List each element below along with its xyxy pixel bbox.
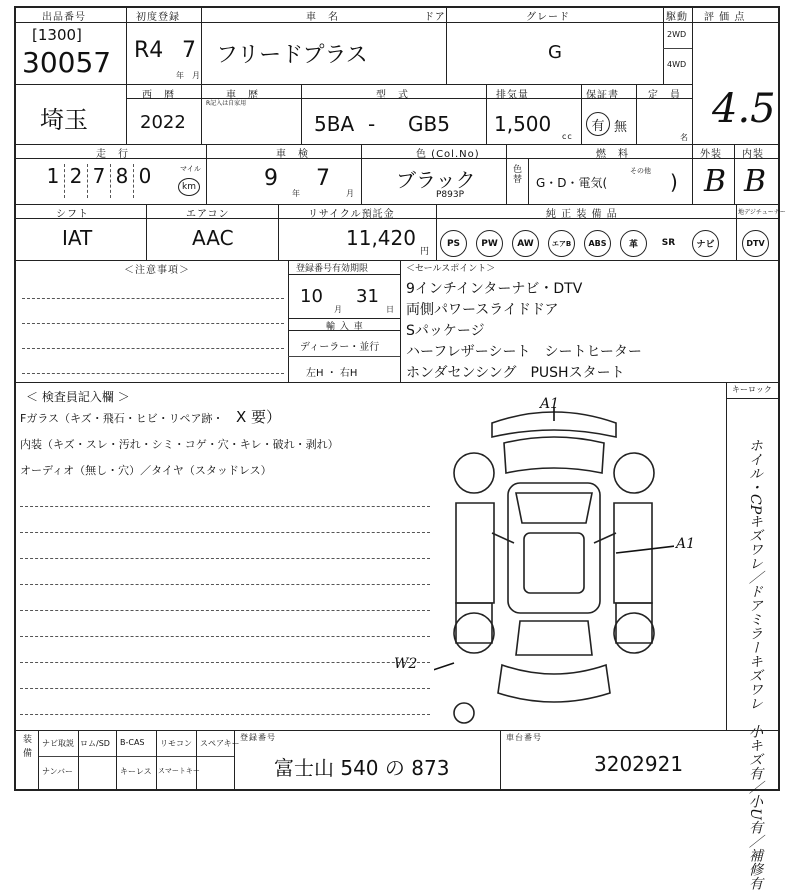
import-dealer: ディーラー・並行 xyxy=(300,342,380,353)
color-code: P893P xyxy=(436,190,465,200)
int-grade: B xyxy=(744,164,767,199)
diagram-mark-top: A1 xyxy=(540,396,560,412)
year-label: 西 暦 xyxy=(142,90,175,101)
windshield xyxy=(516,493,592,523)
inspection-year: 9 xyxy=(264,166,278,191)
grade-value: G xyxy=(548,42,562,63)
ps-icon: PS xyxy=(440,230,467,257)
lot-number: 30057 xyxy=(22,46,112,79)
inspection-label: 車 検 xyxy=(276,149,309,160)
model-code-label: 車 歴 xyxy=(226,90,259,101)
capacity-label: 定 員 xyxy=(648,90,681,101)
mile-label: マイル xyxy=(180,165,201,173)
spare-wheel xyxy=(454,703,474,723)
footer-number: ナンバー xyxy=(42,767,74,776)
plate-number: 富士山 540 の 873 xyxy=(274,756,450,780)
abs-icon: ABS xyxy=(584,230,611,257)
sales-point: 9インチインターナビ・DTV xyxy=(406,281,583,297)
insp-nen: 年 xyxy=(292,189,301,198)
rule xyxy=(16,204,778,205)
navi-icon: ナビ xyxy=(692,230,719,257)
sales-point: 両側パワースライドドア xyxy=(406,302,559,318)
drive-label: 駆動 xyxy=(666,12,688,23)
lot-label: 出品番号 xyxy=(42,12,86,23)
displacement-value: 1,500 xyxy=(494,112,552,136)
footer-smartkey: スマートキー xyxy=(158,767,200,775)
drive-2wd: 2WD xyxy=(667,30,687,39)
mirror-lines xyxy=(492,533,616,543)
nen-mark: 年 xyxy=(176,71,185,80)
fuel-text: G・D・電気( xyxy=(536,176,608,190)
rule xyxy=(16,144,778,145)
prefecture: 埼玉 xyxy=(40,106,88,134)
shift-value: IAT xyxy=(62,226,93,250)
mileage-digit: 7 xyxy=(88,164,111,198)
footer-remote: リモコン xyxy=(160,739,192,748)
mileage-digit: 0 xyxy=(138,164,152,188)
mileage-digit: 8 xyxy=(111,164,134,198)
first-reg-month: 7 xyxy=(182,38,196,63)
footer-equip-label: 装 備 xyxy=(21,734,31,758)
auction-sheet xyxy=(14,6,786,890)
aw-icon: AW xyxy=(512,230,539,257)
pw-icon: PW xyxy=(476,230,503,257)
model-prefix: 5BA xyxy=(314,112,355,136)
inspector-line-audio: オーディオ（無し・穴）／タイヤ（スタッドレス） xyxy=(20,464,272,477)
model-code: GB5 xyxy=(408,112,450,136)
color-label: 色 (Col.No) xyxy=(416,149,480,160)
chassis-label: 車台番号 xyxy=(506,733,542,742)
diagram-mark-left: W2 xyxy=(394,656,418,672)
glass-mark: X 要） xyxy=(236,408,282,426)
import-handle: 左H ・ 右H xyxy=(306,368,358,379)
shift-label: シフト xyxy=(56,209,89,220)
sales-point: ハーフレザーシート シートヒーター xyxy=(406,344,642,360)
mileage-digit: 2 xyxy=(65,164,88,198)
expiry-hi: 日 xyxy=(386,305,395,314)
warranty-label: 保証書 xyxy=(586,90,619,101)
recycle-value: 11,420 xyxy=(346,226,416,250)
right-rear xyxy=(616,603,652,643)
dtv-icon: DTV xyxy=(742,230,769,257)
inspection-month: 7 xyxy=(316,166,330,191)
warranty-no: 無 xyxy=(614,120,628,135)
rear-left-wheel xyxy=(454,613,494,653)
footer-keyless: キーレス xyxy=(120,767,152,776)
drive-4wd: 4WD xyxy=(667,60,687,69)
roof-panel xyxy=(524,533,584,593)
expiry-label: 登録番号有効期限 xyxy=(296,264,369,274)
chassis-number: 3202921 xyxy=(594,752,684,776)
rear-window xyxy=(516,621,592,655)
left-door xyxy=(456,503,494,603)
footer-bcas: B-CAS xyxy=(120,738,145,747)
airbag-icon: エアB xyxy=(548,230,575,257)
keylock-label: キーロック xyxy=(732,385,772,394)
sales-point: Sパッケージ xyxy=(406,323,485,339)
score-label: 評 価 点 xyxy=(704,12,746,23)
grade-label: グレード xyxy=(526,12,570,23)
hood xyxy=(504,437,604,473)
equipment-label: 純 正 装 備 品 xyxy=(546,209,618,220)
fuel-label: 燃 料 xyxy=(596,149,629,160)
warranty-yes: 有 xyxy=(586,112,610,136)
first-reg-label: 初度登録 xyxy=(136,12,180,23)
leader-line xyxy=(616,545,674,553)
plate-label: 登録番号 xyxy=(240,733,276,742)
mileage-digits xyxy=(42,164,172,198)
front-right-wheel xyxy=(614,453,654,493)
left-rear xyxy=(456,603,492,643)
recycle-unit: 円 xyxy=(420,247,431,257)
fuel-close: ) xyxy=(670,170,678,194)
capacity-unit: 名 xyxy=(680,133,689,142)
tsuki-mark: 月 xyxy=(192,71,201,80)
displacement-unit: cc xyxy=(562,132,573,141)
model-note: R記入は自家用 xyxy=(206,100,247,107)
vehicle-diagram xyxy=(434,393,674,733)
expiry-tsuki: 月 xyxy=(334,305,343,314)
rear-bumper xyxy=(498,665,610,702)
front-left-wheel xyxy=(454,453,494,493)
first-reg-era: R4 xyxy=(134,38,164,63)
rule xyxy=(16,218,778,219)
ac-value: AAC xyxy=(192,226,234,250)
diagram-mark-right: A1 xyxy=(676,536,696,552)
color-name: ブラック xyxy=(396,168,476,192)
int-label: 内装 xyxy=(742,149,764,160)
import-label: 輸 入 車 xyxy=(326,322,364,332)
displacement-label: 排気量 xyxy=(496,90,529,101)
color-change-label: 色替 xyxy=(511,164,521,184)
model-dash: - xyxy=(368,112,376,136)
leader-line-rear xyxy=(434,663,454,673)
type-label: 型 式 xyxy=(376,90,409,101)
sales-point: ホンダセンシング PUSHスタート xyxy=(406,365,625,381)
ac-label: エアコン xyxy=(186,209,230,220)
ext-label: 外装 xyxy=(700,149,722,160)
sales-label: ＜セールスポイント＞ xyxy=(406,264,496,274)
fuel-other: その他 xyxy=(630,167,651,175)
expiry-day: 31 xyxy=(356,286,379,307)
mileage-digit: 1 xyxy=(42,164,65,198)
sunroof-icon: SR xyxy=(661,237,676,248)
car-name-label: 車 名 xyxy=(306,12,339,23)
tuner-label: 地デジチューナー xyxy=(738,209,786,216)
leather-icon: 革 xyxy=(620,230,647,257)
footer-spare: スペアキー xyxy=(200,739,240,748)
rule xyxy=(16,84,692,85)
insp-tsuki: 月 xyxy=(346,189,355,198)
inspector-line-glass: Fガラス（キズ・飛石・ヒビ・リペア跡・ xyxy=(20,412,224,425)
side-note: ホイル・CPキズワレ／ドアミラーキズワレ 小キズ有／小U有／補修有 xyxy=(747,438,763,890)
rear-right-wheel xyxy=(614,613,654,653)
lot-code: [1300] xyxy=(32,26,82,44)
km-label: km xyxy=(178,178,200,196)
expiry-month: 10 xyxy=(300,286,323,307)
inspector-label: ＜ 検査員記入欄 ＞ xyxy=(26,390,130,404)
notes-label: ＜注意事項＞ xyxy=(124,265,190,276)
door-label: ドア xyxy=(424,12,446,23)
inspector-line-interior: 内装（キズ・スレ・汚れ・シミ・コゲ・穴・キレ・破れ・剥れ） xyxy=(20,438,339,451)
car-name: フリードプラス xyxy=(216,43,368,68)
ext-grade: B xyxy=(704,164,727,199)
footer-rom: ロム/SD xyxy=(80,739,110,748)
footer-navi-manual: ナビ取説 xyxy=(42,739,74,748)
score-value: 4.5 xyxy=(712,86,776,132)
rule xyxy=(16,158,778,159)
mileage-label: 走 行 xyxy=(96,149,129,160)
recycle-label: リサイクル預託金 xyxy=(308,209,395,220)
year-value: 2022 xyxy=(140,112,186,133)
